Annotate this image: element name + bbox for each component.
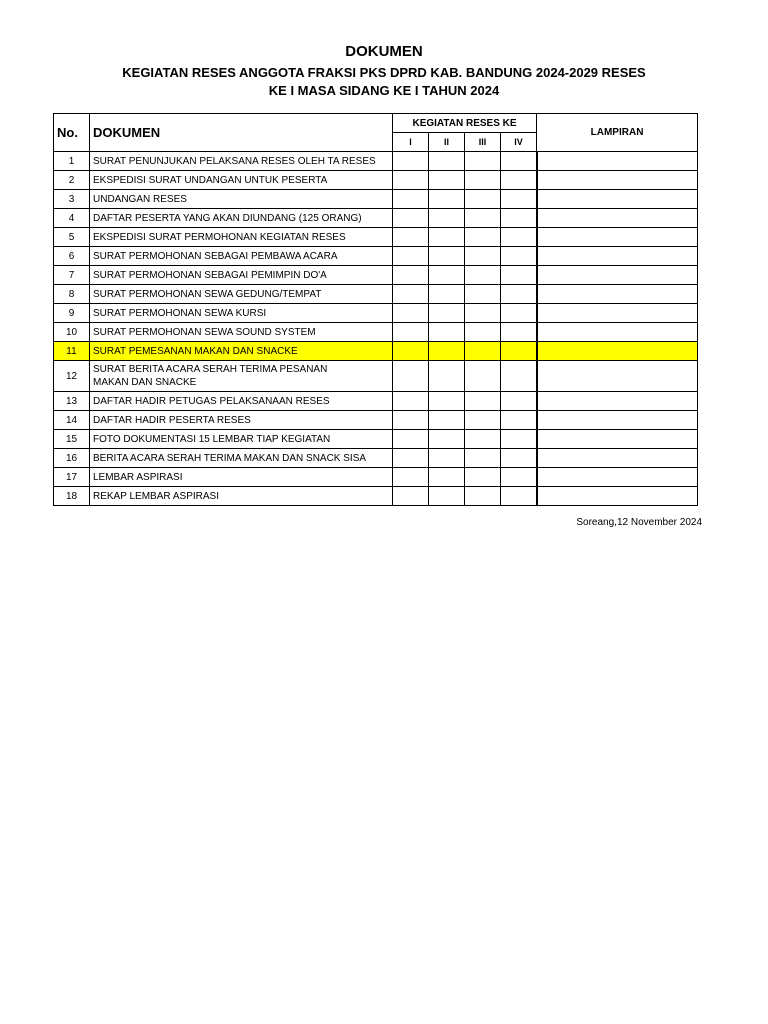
row-number: 12 (54, 361, 90, 392)
column-header-lampiran: LAMPIRAN (537, 114, 698, 152)
table-row (54, 247, 698, 266)
cell-reses-ii[interactable] (429, 190, 465, 209)
cell-reses-iv[interactable] (501, 190, 537, 209)
column-header-reses-i: I (393, 133, 429, 152)
document-subtitle-line-2: KE I MASA SIDANG KE I TAHUN 2024 (268, 83, 500, 98)
cell-reses-i[interactable] (393, 487, 429, 506)
row-dokumen-line-1: SURAT BERITA ACARA SERAH TERIMA PESANAN (93, 364, 328, 375)
table-row (54, 411, 698, 430)
table-row (54, 304, 698, 323)
row-dokumen: SURAT PERMOHONAN SEWA SOUND SYSTEM (90, 323, 393, 342)
cell-reses-i[interactable] (393, 430, 429, 449)
document-checklist-table (53, 113, 698, 506)
row-dokumen: BERITA ACARA SERAH TERIMA MAKAN DAN SNACK SISA (90, 449, 393, 468)
cell-reses-iv[interactable] (501, 449, 537, 468)
cell-reses-ii[interactable] (429, 323, 465, 342)
cell-lampiran[interactable] (537, 152, 698, 171)
cell-reses-ii[interactable] (429, 430, 465, 449)
cell-lampiran[interactable] (537, 285, 698, 304)
row-dokumen: SURAT PEMESANAN MAKAN DAN SNACKE (90, 342, 393, 361)
cell-reses-i[interactable] (393, 361, 429, 392)
row-dokumen: SURAT PENUNJUKAN PELAKSANA RESES OLEH TA RESES (90, 152, 393, 171)
table-row (54, 392, 698, 411)
table-row (54, 468, 698, 487)
cell-reses-iii[interactable] (465, 411, 501, 430)
table-row (54, 266, 698, 285)
cell-reses-iii[interactable] (465, 449, 501, 468)
cell-reses-iv[interactable] (501, 285, 537, 304)
cell-reses-iii[interactable] (465, 228, 501, 247)
cell-reses-iii[interactable] (465, 430, 501, 449)
cell-reses-iii[interactable] (465, 392, 501, 411)
row-number: 4 (54, 209, 90, 228)
cell-reses-i[interactable] (393, 228, 429, 247)
row-number: 10 (54, 323, 90, 342)
cell-reses-ii[interactable] (429, 392, 465, 411)
cell-reses-iii[interactable] (465, 323, 501, 342)
cell-reses-ii[interactable] (429, 209, 465, 228)
cell-reses-ii[interactable] (429, 285, 465, 304)
cell-reses-iv[interactable] (501, 228, 537, 247)
column-header-no: No. (54, 114, 90, 152)
row-dokumen: FOTO DOKUMENTASI 15 LEMBAR TIAP KEGIATAN (90, 430, 393, 449)
table-row (54, 209, 698, 228)
row-number: 11 (54, 342, 90, 361)
place-and-date: Soreang,12 November 2024 (576, 517, 702, 528)
document-subtitle-line-1: KEGIATAN RESES ANGGOTA FRAKSI PKS DPRD KAB. BANDUNG 2024-2029 RESES (122, 65, 646, 80)
table-row (54, 285, 698, 304)
row-number: 7 (54, 266, 90, 285)
row-dokumen: SURAT PERMOHONAN SEBAGAI PEMIMPIN DO'A (90, 266, 393, 285)
cell-reses-iv[interactable] (501, 171, 537, 190)
cell-reses-i[interactable] (393, 392, 429, 411)
cell-lampiran[interactable] (537, 342, 698, 361)
cell-reses-iv[interactable] (501, 361, 537, 392)
cell-reses-i[interactable] (393, 285, 429, 304)
row-dokumen: DAFTAR HADIR PESERTA RESES (90, 411, 393, 430)
cell-reses-iv[interactable] (501, 342, 537, 361)
row-dokumen (90, 361, 393, 392)
cell-reses-ii[interactable] (429, 247, 465, 266)
row-dokumen-line-2: MAKAN DAN SNACKE (93, 377, 197, 388)
cell-reses-iv[interactable] (501, 430, 537, 449)
table-row-highlighted (54, 342, 698, 361)
cell-reses-iii[interactable] (465, 152, 501, 171)
cell-reses-i[interactable] (393, 152, 429, 171)
row-dokumen: SURAT PERMOHONAN SEBAGAI PEMBAWA ACARA (90, 247, 393, 266)
cell-reses-iv[interactable] (501, 323, 537, 342)
cell-reses-ii[interactable] (429, 152, 465, 171)
cell-reses-i[interactable] (393, 190, 429, 209)
cell-reses-ii[interactable] (429, 449, 465, 468)
row-number: 17 (54, 468, 90, 487)
cell-lampiran[interactable] (537, 449, 698, 468)
cell-lampiran[interactable] (537, 468, 698, 487)
cell-reses-iv[interactable] (501, 411, 537, 430)
cell-reses-iii[interactable] (465, 247, 501, 266)
cell-reses-iv[interactable] (501, 392, 537, 411)
cell-reses-i[interactable] (393, 266, 429, 285)
cell-reses-iv[interactable] (501, 468, 537, 487)
cell-reses-ii[interactable] (429, 342, 465, 361)
cell-reses-iv[interactable] (501, 247, 537, 266)
cell-reses-iii[interactable] (465, 468, 501, 487)
table-row (54, 449, 698, 468)
cell-reses-iii[interactable] (465, 171, 501, 190)
cell-reses-iii[interactable] (465, 209, 501, 228)
table-row (54, 487, 698, 506)
cell-reses-i[interactable] (393, 449, 429, 468)
row-dokumen: EKSPEDISI SURAT PERMOHONAN KEGIATAN RESES (90, 228, 393, 247)
table-row (54, 152, 698, 171)
cell-lampiran[interactable] (537, 209, 698, 228)
cell-reses-ii[interactable] (429, 411, 465, 430)
cell-lampiran[interactable] (537, 266, 698, 285)
cell-reses-iv[interactable] (501, 487, 537, 506)
row-dokumen: LEMBAR ASPIRASI (90, 468, 393, 487)
cell-reses-i[interactable] (393, 209, 429, 228)
cell-lampiran[interactable] (537, 190, 698, 209)
cell-lampiran[interactable] (537, 228, 698, 247)
cell-reses-iv[interactable] (501, 266, 537, 285)
cell-reses-ii[interactable] (429, 171, 465, 190)
cell-reses-iv[interactable] (501, 209, 537, 228)
row-number: 15 (54, 430, 90, 449)
row-dokumen: REKAP LEMBAR ASPIRASI (90, 487, 393, 506)
cell-reses-iii[interactable] (465, 266, 501, 285)
cell-reses-ii[interactable] (429, 304, 465, 323)
cell-lampiran[interactable] (537, 361, 698, 392)
cell-lampiran[interactable] (537, 323, 698, 342)
cell-reses-iv[interactable] (501, 304, 537, 323)
cell-lampiran[interactable] (537, 430, 698, 449)
table-body (54, 152, 698, 506)
row-dokumen: SURAT PERMOHONAN SEWA KURSI (90, 304, 393, 323)
cell-lampiran[interactable] (537, 247, 698, 266)
cell-reses-i[interactable] (393, 323, 429, 342)
cell-reses-i[interactable] (393, 411, 429, 430)
column-header-reses-ii: II (429, 133, 465, 152)
cell-reses-ii[interactable] (429, 487, 465, 506)
row-number: 18 (54, 487, 90, 506)
cell-lampiran[interactable] (537, 411, 698, 430)
cell-lampiran[interactable] (537, 304, 698, 323)
column-header-reses-iii: III (465, 133, 501, 152)
cell-reses-iii[interactable] (465, 285, 501, 304)
row-number: 8 (54, 285, 90, 304)
cell-lampiran[interactable] (537, 487, 698, 506)
cell-reses-i[interactable] (393, 342, 429, 361)
row-number: 16 (54, 449, 90, 468)
row-number: 6 (54, 247, 90, 266)
table-row (54, 228, 698, 247)
table-row (54, 361, 698, 392)
cell-reses-iii[interactable] (465, 304, 501, 323)
row-number: 9 (54, 304, 90, 323)
cell-reses-ii[interactable] (429, 266, 465, 285)
table-row (54, 190, 698, 209)
column-header-kegiatan-reses: KEGIATAN RESES KE (393, 114, 537, 133)
row-dokumen: UNDANGAN RESES (90, 190, 393, 209)
cell-reses-ii[interactable] (429, 468, 465, 487)
row-number: 3 (54, 190, 90, 209)
cell-reses-iii[interactable] (465, 342, 501, 361)
cell-reses-i[interactable] (393, 304, 429, 323)
row-number: 13 (54, 392, 90, 411)
cell-reses-iii[interactable] (465, 487, 501, 506)
column-header-reses-iv: IV (501, 133, 537, 152)
row-dokumen: EKSPEDISI SURAT UNDANGAN UNTUK PESERTA (90, 171, 393, 190)
cell-reses-ii[interactable] (429, 361, 465, 392)
cell-reses-iii[interactable] (465, 190, 501, 209)
cell-reses-i[interactable] (393, 171, 429, 190)
row-dokumen: DAFTAR PESERTA YANG AKAN DIUNDANG (125 ORANG) (90, 209, 393, 228)
row-number: 1 (54, 152, 90, 171)
table-row (54, 430, 698, 449)
cell-reses-i[interactable] (393, 247, 429, 266)
cell-lampiran[interactable] (537, 171, 698, 190)
cell-reses-iv[interactable] (501, 152, 537, 171)
document-title: DOKUMEN (345, 43, 423, 60)
cell-lampiran[interactable] (537, 392, 698, 411)
row-number: 2 (54, 171, 90, 190)
column-header-dokumen: DOKUMEN (90, 114, 393, 152)
table-row (54, 171, 698, 190)
cell-reses-i[interactable] (393, 468, 429, 487)
cell-reses-ii[interactable] (429, 228, 465, 247)
row-number: 5 (54, 228, 90, 247)
row-dokumen: SURAT PERMOHONAN SEWA GEDUNG/TEMPAT (90, 285, 393, 304)
table-row (54, 323, 698, 342)
row-dokumen: DAFTAR HADIR PETUGAS PELAKSANAAN RESES (90, 392, 393, 411)
cell-reses-iii[interactable] (465, 361, 501, 392)
row-number: 14 (54, 411, 90, 430)
